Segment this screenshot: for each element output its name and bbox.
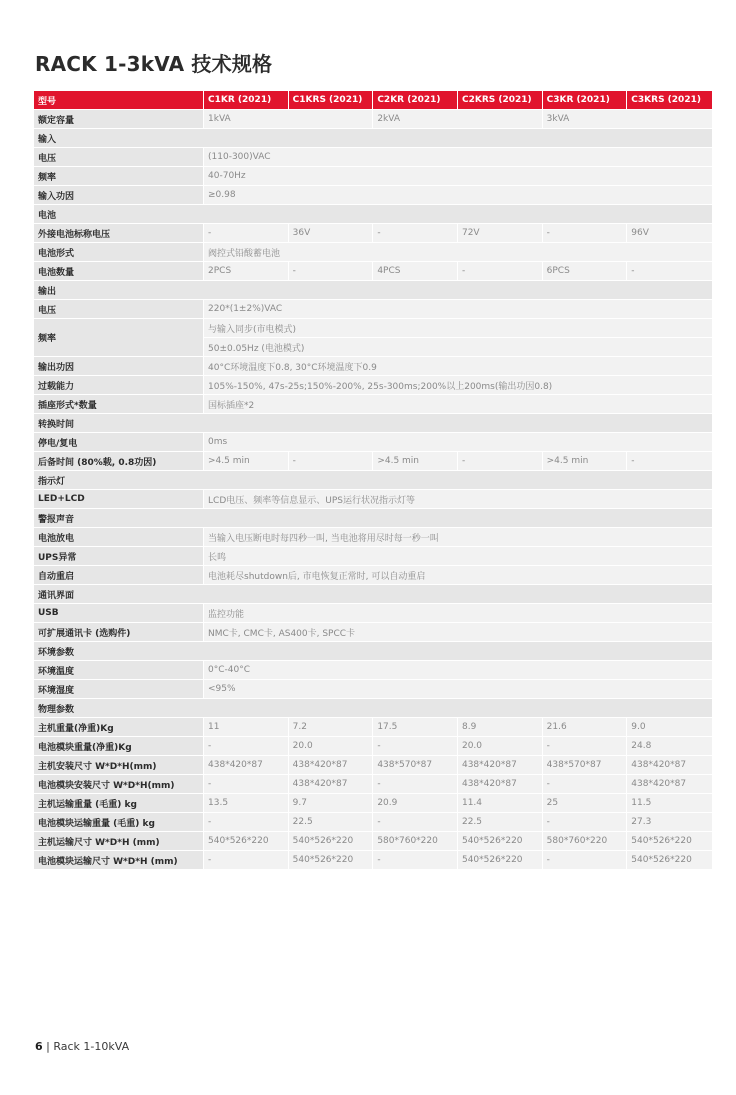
section-title: 环境参数 xyxy=(34,642,712,660)
cell-value: - xyxy=(204,775,289,793)
cell-value: 22.5 xyxy=(458,813,543,831)
cell-value: 36V xyxy=(289,224,374,242)
row-label: 电池模块重量(净重)Kg xyxy=(34,737,204,755)
table-row xyxy=(34,737,712,755)
table-row xyxy=(34,110,712,128)
header-model: C2KR (2021) xyxy=(373,91,458,109)
cell-value: 17.5 xyxy=(373,718,458,736)
cell-value: 540*526*220 xyxy=(289,832,374,850)
cell-value: >4.5 min xyxy=(543,452,628,470)
row-label: 频率 xyxy=(34,167,204,185)
row-label: 电池放电 xyxy=(34,528,204,546)
cell-value: 0ms xyxy=(204,433,712,451)
table-row xyxy=(34,794,712,812)
footer-text: Rack 1-10kVA xyxy=(53,1040,130,1053)
table-row xyxy=(34,319,712,337)
cell-value: <95% xyxy=(204,680,712,698)
row-label: 主机运输尺寸 W*D*H (mm) xyxy=(34,832,204,850)
table-row xyxy=(34,224,712,242)
row-label: 自动重启 xyxy=(34,566,204,584)
cell-value: 13.5 xyxy=(204,794,289,812)
cell-value: 438*570*87 xyxy=(543,756,628,774)
section-title: 转换时间 xyxy=(34,414,712,432)
header-model: C3KR (2021) xyxy=(543,91,628,109)
row-label: 环境湿度 xyxy=(34,680,204,698)
row-label: 主机运输重量 (毛重) kg xyxy=(34,794,204,812)
section-title: 通讯界面 xyxy=(34,585,712,603)
row-label: 频率 xyxy=(34,319,204,356)
cell-value: - xyxy=(543,224,628,242)
cell-value: 当输入电压断电时每四秒一叫, 当电池将用尽时每一秒一叫 xyxy=(204,528,712,546)
cell-value: - xyxy=(204,851,289,869)
section-title: 警报声音 xyxy=(34,509,712,527)
row-label: 主机重量(净重)Kg xyxy=(34,718,204,736)
cell-value: 0°C-40°C xyxy=(204,661,712,679)
cell-value: 40°C环境温度下0.8, 30°C环境温度下0.9 xyxy=(204,357,712,375)
cell-value: 438*420*87 xyxy=(289,775,374,793)
cell-value: 3kVA xyxy=(543,110,712,128)
cell-value: 20.0 xyxy=(289,737,374,755)
table-row xyxy=(34,661,712,679)
row-label: 主机安装尺寸 W*D*H(mm) xyxy=(34,756,204,774)
section-title: 电池 xyxy=(34,205,712,223)
page-number: 6 xyxy=(35,1040,43,1053)
cell-value: 11.4 xyxy=(458,794,543,812)
row-label: 插座形式*数量 xyxy=(34,395,204,413)
header-model: C3KRS (2021) xyxy=(627,91,712,109)
row-label: 过载能力 xyxy=(34,376,204,394)
cell-value: 2kVA xyxy=(373,110,542,128)
cell-value: - xyxy=(458,452,543,470)
page-title: RACK 1-3kVA 技术规格 xyxy=(35,52,273,76)
table-row xyxy=(34,604,712,622)
row-label: UPS异常 xyxy=(34,547,204,565)
cell-value: 4PCS xyxy=(373,262,458,280)
cell-value: 监控功能 xyxy=(204,604,712,622)
cell-value: - xyxy=(289,452,374,470)
cell-value: 96V xyxy=(627,224,712,242)
cell-value: - xyxy=(458,262,543,280)
row-label: 输出功因 xyxy=(34,357,204,375)
cell-value: 2PCS xyxy=(204,262,289,280)
table-row xyxy=(34,433,712,451)
cell-value: 6PCS xyxy=(543,262,628,280)
table-row xyxy=(34,528,712,546)
cell-value: 540*526*220 xyxy=(627,832,712,850)
cell-value: - xyxy=(373,775,458,793)
table-row xyxy=(34,718,712,736)
cell-value: 540*526*220 xyxy=(289,851,374,869)
cell-value: 438*420*87 xyxy=(627,756,712,774)
cell-value: (110-300)VAC xyxy=(204,148,712,166)
table-row xyxy=(34,167,712,185)
table-row xyxy=(34,262,712,280)
cell-value: 438*570*87 xyxy=(373,756,458,774)
section-row xyxy=(34,471,712,489)
cell-value: >4.5 min xyxy=(204,452,289,470)
spec-table xyxy=(34,90,712,870)
cell-value: 与输入同步(市电模式) xyxy=(204,319,712,337)
table-row xyxy=(34,357,712,375)
row-label: 电压 xyxy=(34,148,204,166)
cell-value: 1kVA xyxy=(204,110,373,128)
cell-value: - xyxy=(373,813,458,831)
table-row xyxy=(34,452,712,470)
table-row xyxy=(34,300,712,318)
header-model: C1KR (2021) xyxy=(204,91,289,109)
cell-value: 40-70Hz xyxy=(204,167,712,185)
cell-value: 540*526*220 xyxy=(458,832,543,850)
cell-value: 105%-150%, 47s-25s;150%-200%, 25s-300ms;200%以上200ms(输出功因0.8) xyxy=(204,376,712,394)
row-label: 环境温度 xyxy=(34,661,204,679)
row-label: 外接电池标称电压 xyxy=(34,224,204,242)
cell-value: 8.9 xyxy=(458,718,543,736)
cell-value: 580*760*220 xyxy=(373,832,458,850)
cell-value: 24.8 xyxy=(627,737,712,755)
table-row xyxy=(34,186,712,204)
cell-value: 438*420*87 xyxy=(204,756,289,774)
cell-value: 国标插座*2 xyxy=(204,395,712,413)
header-model: C2KRS (2021) xyxy=(458,91,543,109)
section-row xyxy=(34,205,712,223)
row-label: LED+LCD xyxy=(34,490,204,508)
cell-value: - xyxy=(543,737,628,755)
cell-value: 540*526*220 xyxy=(204,832,289,850)
cell-value: 阀控式铅酸蓄电池 xyxy=(204,243,712,261)
table-row xyxy=(34,566,712,584)
header-label: 型号 xyxy=(34,91,204,109)
cell-value: 电池耗尽shutdown后, 市电恢复正常时, 可以自动重启 xyxy=(204,566,712,584)
table-row xyxy=(34,376,712,394)
row-label: 后备时间 (80%载, 0.8功因) xyxy=(34,452,204,470)
table-row xyxy=(34,756,712,774)
cell-value: 长鸣 xyxy=(204,547,712,565)
page-footer xyxy=(35,1040,129,1053)
row-label: 电压 xyxy=(34,300,204,318)
cell-value: - xyxy=(373,224,458,242)
cell-value: 11.5 xyxy=(627,794,712,812)
cell-value: 11 xyxy=(204,718,289,736)
table-row xyxy=(34,775,712,793)
cell-value: 438*420*87 xyxy=(458,775,543,793)
cell-value: 9.7 xyxy=(289,794,374,812)
cell-value: 50±0.05Hz (电池模式) xyxy=(204,338,712,356)
cell-value: 540*526*220 xyxy=(627,851,712,869)
cell-value: 580*760*220 xyxy=(543,832,628,850)
row-label: 可扩展通讯卡 (选购件) xyxy=(34,623,204,641)
cell-value: 20.9 xyxy=(373,794,458,812)
cell-value: - xyxy=(543,775,628,793)
section-title: 指示灯 xyxy=(34,471,712,489)
cell-value: - xyxy=(627,262,712,280)
footer-separator: | xyxy=(42,1040,54,1053)
cell-value: 438*420*87 xyxy=(289,756,374,774)
section-title: 输出 xyxy=(34,281,712,299)
section-title: 物理参数 xyxy=(34,699,712,717)
cell-value: LCD电压、频率等信息显示、UPS运行状况指示灯等 xyxy=(204,490,712,508)
row-label: 电池模块运输尺寸 W*D*H (mm) xyxy=(34,851,204,869)
cell-value: 25 xyxy=(543,794,628,812)
cell-value: ≥0.98 xyxy=(204,186,712,204)
cell-value: - xyxy=(543,813,628,831)
table-row xyxy=(34,680,712,698)
section-row xyxy=(34,699,712,717)
table-row xyxy=(34,813,712,831)
table-row xyxy=(34,832,712,850)
cell-value: - xyxy=(627,452,712,470)
cell-value: - xyxy=(204,224,289,242)
row-label: 额定容量 xyxy=(34,110,204,128)
cell-value: >4.5 min xyxy=(373,452,458,470)
cell-value: - xyxy=(373,737,458,755)
row-label: 电池模块运输重量 (毛重) kg xyxy=(34,813,204,831)
row-label: 停电/复电 xyxy=(34,433,204,451)
cell-value: - xyxy=(204,737,289,755)
row-label: USB xyxy=(34,604,204,622)
cell-value: 438*420*87 xyxy=(458,756,543,774)
section-row xyxy=(34,129,712,147)
cell-value: 20.0 xyxy=(458,737,543,755)
header-model: C1KRS (2021) xyxy=(289,91,374,109)
section-row xyxy=(34,585,712,603)
section-title: 输入 xyxy=(34,129,712,147)
cell-value: - xyxy=(289,262,374,280)
row-label: 电池数量 xyxy=(34,262,204,280)
table-row xyxy=(34,490,712,508)
row-label: 输入功因 xyxy=(34,186,204,204)
cell-value: - xyxy=(204,813,289,831)
cell-value: - xyxy=(543,851,628,869)
cell-value: 438*420*87 xyxy=(627,775,712,793)
table-row xyxy=(34,148,712,166)
section-row xyxy=(34,281,712,299)
row-label: 电池形式 xyxy=(34,243,204,261)
cell-value: 72V xyxy=(458,224,543,242)
table-header-row xyxy=(34,91,712,109)
cell-value: 7.2 xyxy=(289,718,374,736)
table-row xyxy=(34,243,712,261)
section-row xyxy=(34,642,712,660)
table-row xyxy=(34,395,712,413)
table-row xyxy=(34,623,712,641)
cell-value: 540*526*220 xyxy=(458,851,543,869)
section-row xyxy=(34,509,712,527)
cell-value: 27.3 xyxy=(627,813,712,831)
cell-value: 22.5 xyxy=(289,813,374,831)
row-label: 电池模块安装尺寸 W*D*H(mm) xyxy=(34,775,204,793)
section-row xyxy=(34,414,712,432)
cell-value: - xyxy=(373,851,458,869)
cell-value: NMC卡, CMC卡, AS400卡, SPCC卡 xyxy=(204,623,712,641)
cell-value: 220*(1±2%)VAC xyxy=(204,300,712,318)
table-row xyxy=(34,851,712,869)
table-row xyxy=(34,547,712,565)
cell-value: 21.6 xyxy=(543,718,628,736)
cell-value: 9.0 xyxy=(627,718,712,736)
